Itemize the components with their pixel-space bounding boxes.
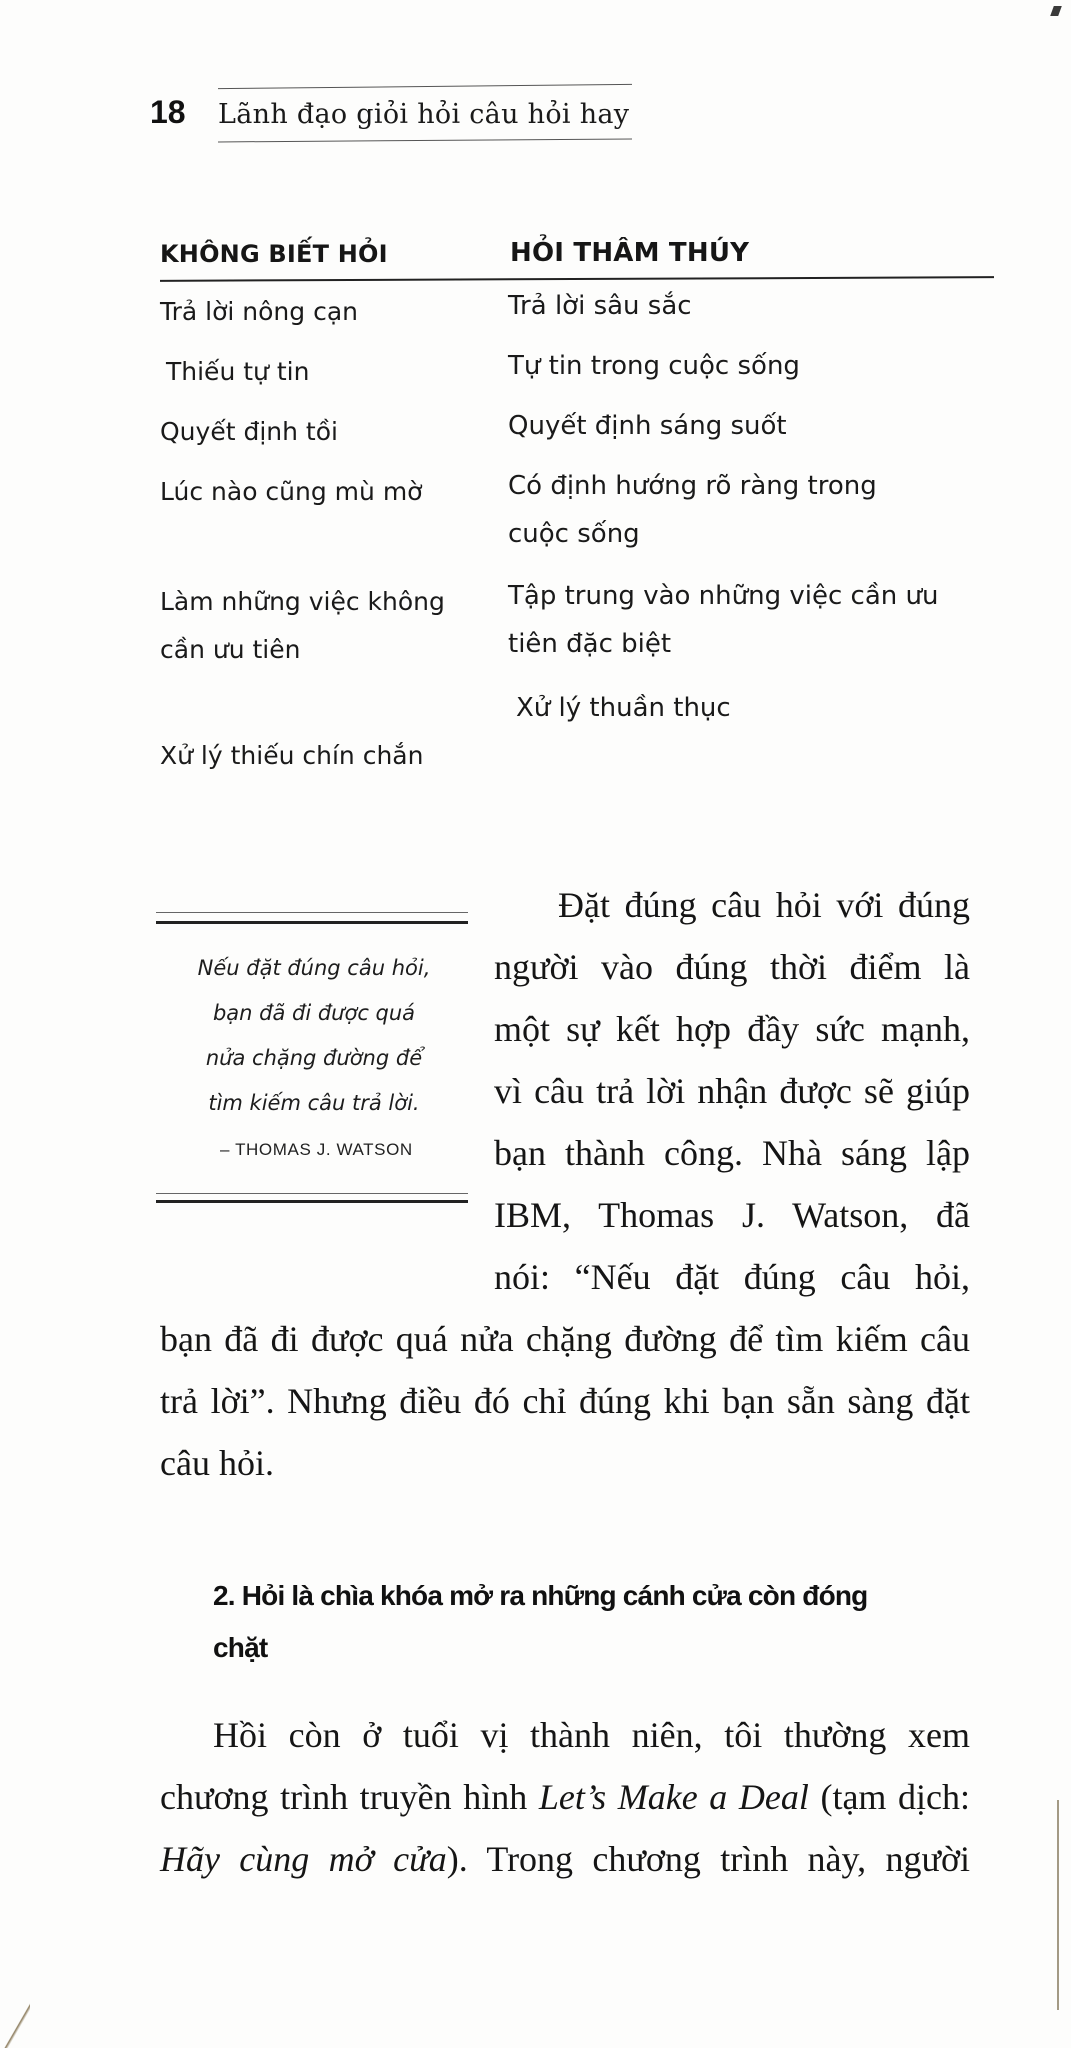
show-title-translation: Hãy cùng mở cửa [160,1839,447,1879]
header-rule-top [218,84,632,89]
scan-artifact [1050,6,1062,16]
column-header-left: KHÔNG BIẾT HỎI [160,240,388,268]
table-cell-right: Tập trung vào những việc cần ưu tiên đặc biệt [508,581,939,659]
pull-quote-rule-top-thick [156,921,468,924]
page-number: 18 [150,94,186,130]
table-cell-right: Xử lý thuần thục [516,693,731,723]
pull-quote: Nếu đặt đúng câu hỏi, bạn đã đi được quá nửa chặng đường để tìm kiếm câu trả lời. [197,956,431,1115]
column-header-right: HỎI THÂM THÚY [510,238,750,268]
book-page: 18 Lãnh đạo giỏi hỏi câu hỏi hay KHÔNG BIẾT HỎI HỎI THÂM THÚY Trả lời nông cạn Trả lời sâu sắc Thiếu tự tin Tự tin trong cuộc sống Quyết định tồi Quyết định sáng suốt Lúc nào cũng mù mờ Có định hướng rõ ràng trong cuộc sống Làm những việc không cần ưu tiên Tập trung vào những việc cần ưu tiên đặc biệt Xử lý thiếu chín chắn Xử lý thuần thục Nếu đặt đúng câu hỏi, bạn đã đi được quá nửa chặng đường để tìm kiếm câu trả lời. – THOMAS J. WATSON Đặt đúng câu hỏi với đúng người vào đúng thời điểm là một sự kết hợp đầy sức mạnh, vì câu trả lời nhận được sẽ giúp bạn thành công. Nhà sáng lập IBM, Thomas J. Watson, đã nói: “Nếu đặt đúng câu hỏi, bạn đã đi được quá nửa chặng đường để tìm kiếm câu trả lời”. Nhưng điều đó chỉ đúng khi bạn sẵn sàng đặt câu hỏi. 2. Hỏi là chìa khóa mở ra những cánh cửa còn đóng chặt Hồi còn ở tuổi vị thành niên, tôi thường xem chương trình truyền hình Let’s Make a Deal (tạm dịch: Hãy cùng mở cửa). Trong chương trình này, người [0,0,1071,2048]
table-cell-left: Xử lý thiếu chín chắn [160,741,424,770]
table-cell-right: Tự tin trong cuộc sống [508,351,800,381]
running-header [150,94,631,131]
page-edge-line [1057,1800,1059,2010]
table-cell-left: Lúc nào cũng mù mờ [160,477,423,506]
table-cell-right: Có định hướng rõ ràng trong cuộc sống [508,471,877,549]
section-heading: 2. Hỏi là chìa khóa mở ra những cánh cửa còn đóng chặt [213,1580,868,1663]
table-cell-left: Thiếu tự tin [166,357,310,386]
book-title: Lãnh đạo giỏi hỏi câu hỏi hay [218,99,630,130]
table-cell-right: Trả lời sâu sắc [508,291,692,321]
table-header [160,218,994,268]
pull-quote-rule-top-thin [156,912,468,913]
table-cell-left: Làm những việc không cần ưu tiên [160,587,445,664]
show-title: Let’s Make a Deal [538,1777,809,1817]
pull-quote-rule-bottom-thin [156,1193,468,1194]
pull-quote-author: – THOMAS J. WATSON [220,1140,413,1159]
pull-quote-rule-bottom-thick [156,1200,468,1203]
header-rule-bottom [218,139,632,143]
table-cell-left: Quyết định tồi [160,417,338,446]
table-cell-right: Quyết định sáng suốt [508,411,787,441]
page-fold-artifact [0,2000,30,2048]
table-header-rule [160,276,994,282]
table-cell-left: Trả lời nông cạn [160,297,358,326]
comparison-table [160,218,994,770]
